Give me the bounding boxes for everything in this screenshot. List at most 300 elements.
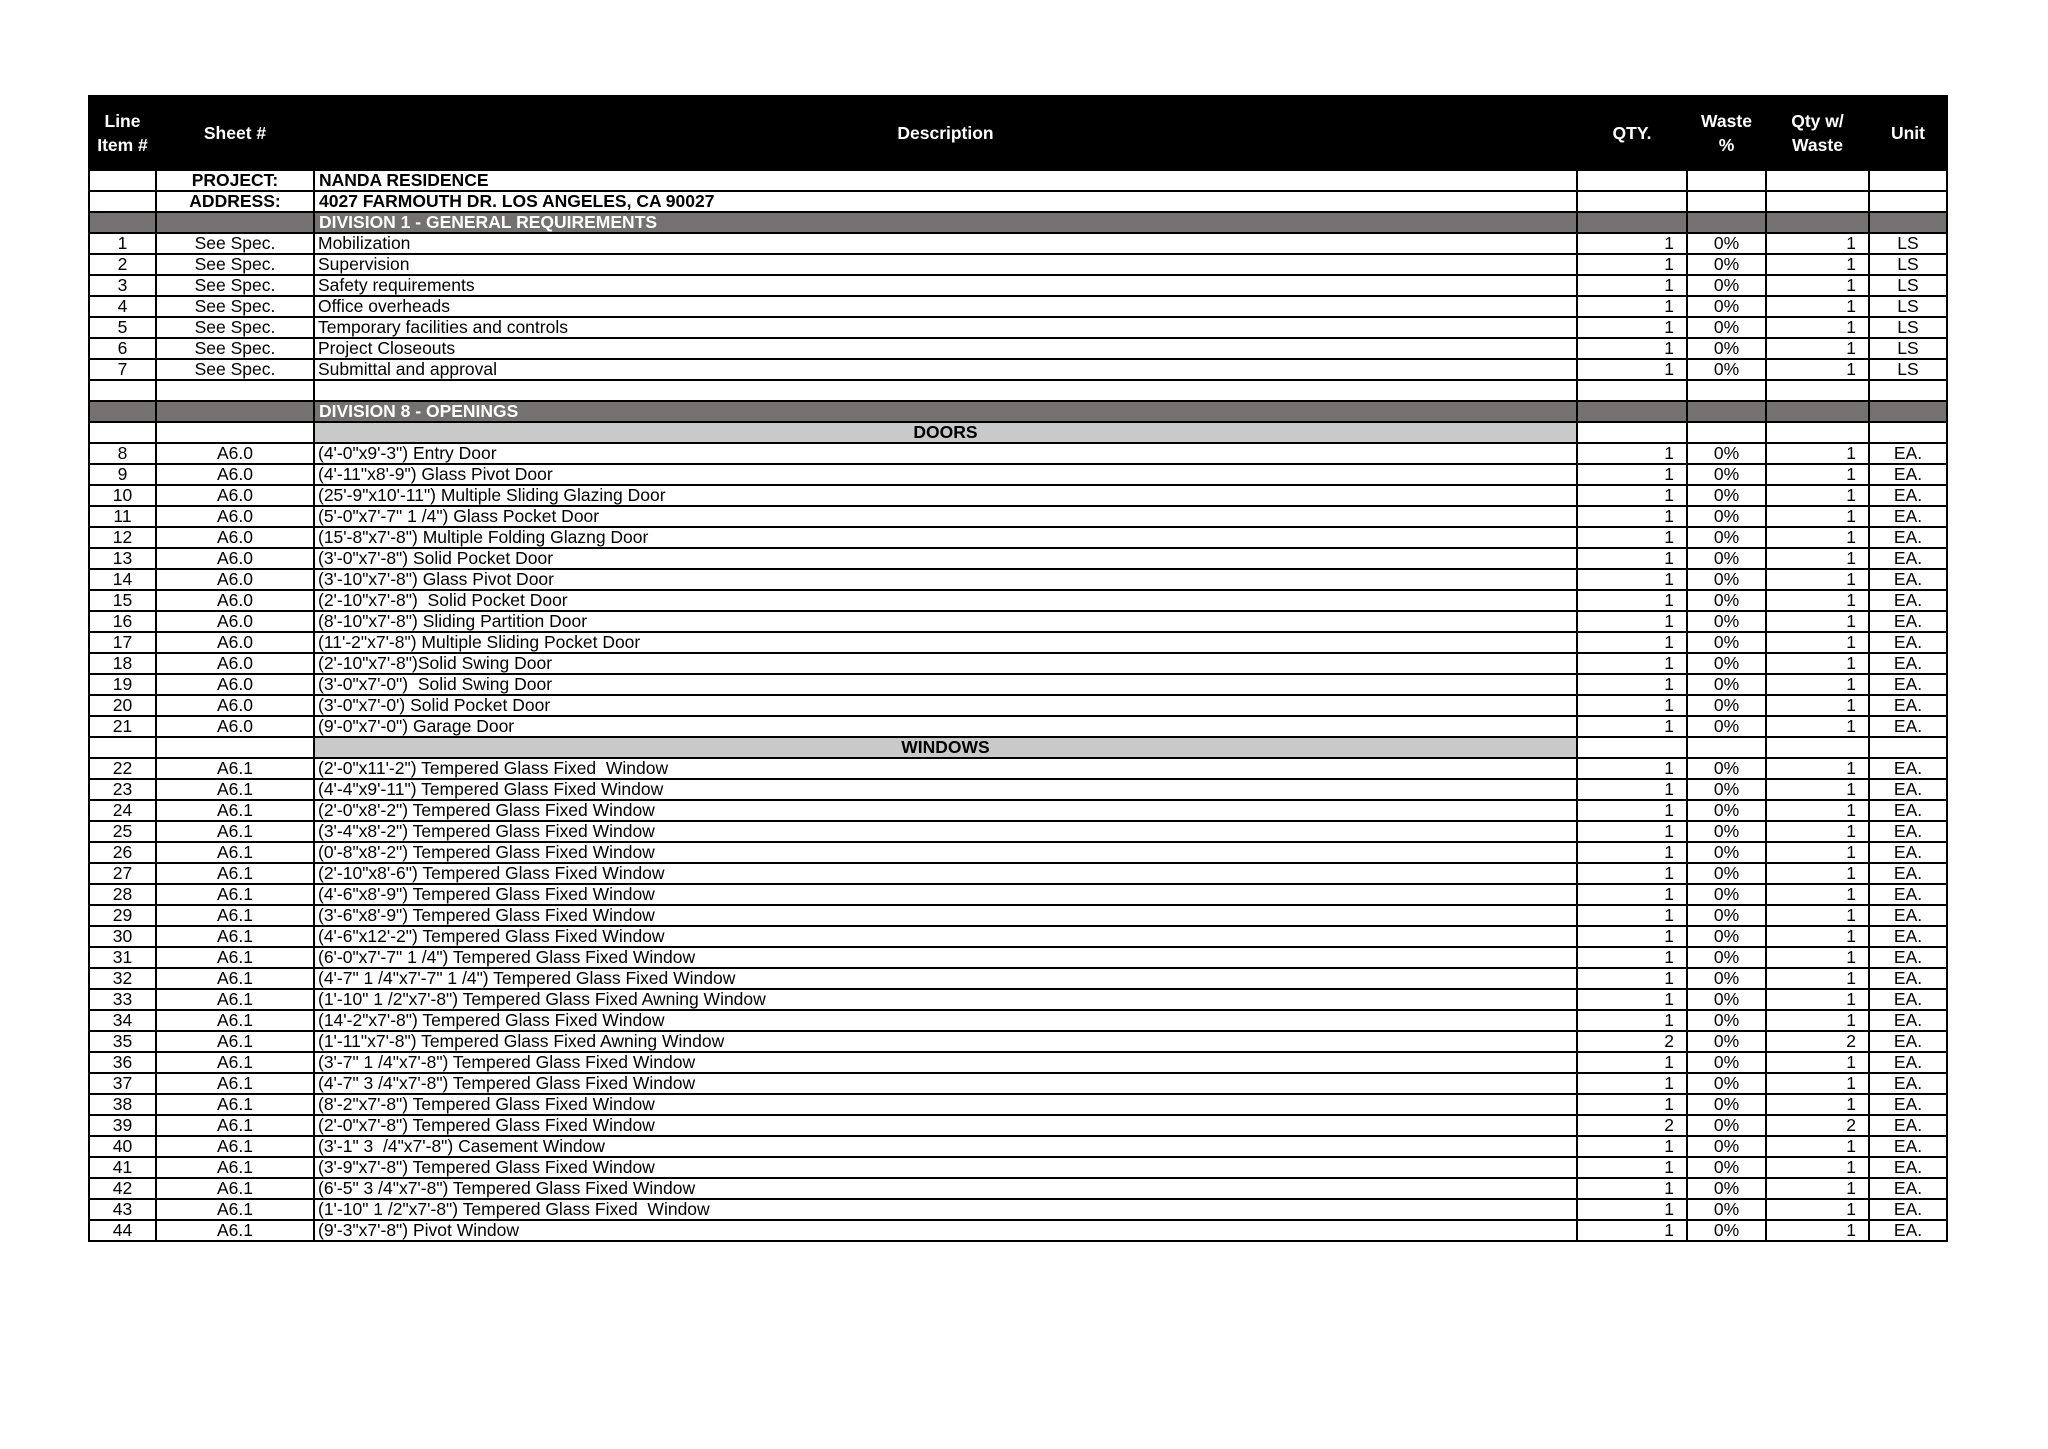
address-label: ADDRESS:: [156, 191, 314, 212]
sheet-cell: A6.0: [156, 716, 314, 737]
line-item-cell: 28: [89, 884, 156, 905]
table-row: [89, 695, 1947, 716]
unit-cell: EA.: [1869, 506, 1947, 527]
sheet-cell: See Spec.: [156, 296, 314, 317]
qty-with-waste-cell: 1: [1766, 233, 1869, 254]
qty-cell: 1: [1577, 359, 1687, 380]
table-row: [89, 674, 1947, 695]
waste-cell: 0%: [1687, 443, 1766, 464]
description-cell: (2'-10"x8'-6") Tempered Glass Fixed Window: [314, 863, 1577, 884]
table-row: [89, 506, 1947, 527]
waste-cell: 0%: [1687, 506, 1766, 527]
table-row: [89, 548, 1947, 569]
cell: [1687, 212, 1766, 233]
cell: [1766, 212, 1869, 233]
qty-with-waste-cell: 1: [1766, 590, 1869, 611]
waste-cell: 0%: [1687, 695, 1766, 716]
quantity-takeoff-table: [88, 95, 1948, 1242]
description-cell: (2'-0"x11'-2") Tempered Glass Fixed Window: [314, 758, 1577, 779]
line-item-cell: 29: [89, 905, 156, 926]
qty-with-waste-cell: 1: [1766, 254, 1869, 275]
description-cell: (9'-3"x7'-8") Pivot Window: [314, 1220, 1577, 1241]
qty-cell: 1: [1577, 779, 1687, 800]
project-address: 4027 FARMOUTH DR. LOS ANGELES, CA 90027: [314, 191, 1577, 212]
cell: [89, 422, 156, 443]
sheet-cell: A6.1: [156, 905, 314, 926]
table-row: [89, 716, 1947, 737]
qty-cell: 1: [1577, 296, 1687, 317]
qty-with-waste-cell: 1: [1766, 1136, 1869, 1157]
line-item-cell: 36: [89, 1052, 156, 1073]
doors-subheading: [89, 422, 1947, 443]
unit-cell: EA.: [1869, 800, 1947, 821]
qty-with-waste-cell: 1: [1766, 1220, 1869, 1241]
line-item-cell: 3: [89, 275, 156, 296]
qty-with-waste-cell: 1: [1766, 968, 1869, 989]
unit-cell: EA.: [1869, 1010, 1947, 1031]
cell: [1687, 401, 1766, 422]
table-row: [89, 1052, 1947, 1073]
waste-cell: 0%: [1687, 863, 1766, 884]
description-cell: (4'-7" 3 /4"x7'-8") Tempered Glass Fixed Window: [314, 1073, 1577, 1094]
table-row: [89, 1115, 1947, 1136]
unit-cell: EA.: [1869, 1073, 1947, 1094]
qty-cell: 1: [1577, 548, 1687, 569]
qty-with-waste-cell: 1: [1766, 1094, 1869, 1115]
unit-cell: EA.: [1869, 758, 1947, 779]
unit-cell: EA.: [1869, 674, 1947, 695]
qty-cell: 1: [1577, 506, 1687, 527]
description-cell: Office overheads: [314, 296, 1577, 317]
description-cell: (1'-10" 1 /2"x7'-8") Tempered Glass Fixed Awning Window: [314, 989, 1577, 1010]
line-item-cell: 5: [89, 317, 156, 338]
cell: [1577, 170, 1687, 191]
qty-cell: 1: [1577, 905, 1687, 926]
cell: [1577, 737, 1687, 758]
line-item-cell: 7: [89, 359, 156, 380]
waste-cell: 0%: [1687, 842, 1766, 863]
qty-with-waste-cell: 1: [1766, 275, 1869, 296]
waste-cell: 0%: [1687, 1052, 1766, 1073]
cell: [1869, 191, 1947, 212]
qty-with-waste-cell: 1: [1766, 947, 1869, 968]
unit-cell: EA.: [1869, 1220, 1947, 1241]
qty-cell: 1: [1577, 1220, 1687, 1241]
description-cell: (3'-4"x8'-2") Tempered Glass Fixed Window: [314, 821, 1577, 842]
cell: [1577, 380, 1687, 401]
description-cell: (8'-10"x7'-8") Sliding Partition Door: [314, 611, 1577, 632]
line-item-cell: 44: [89, 1220, 156, 1241]
unit-cell: EA.: [1869, 905, 1947, 926]
unit-cell: EA.: [1869, 947, 1947, 968]
qty-with-waste-cell: 1: [1766, 821, 1869, 842]
line-item-cell: 18: [89, 653, 156, 674]
qty-cell: 1: [1577, 821, 1687, 842]
unit-cell: EA.: [1869, 611, 1947, 632]
cell: [1687, 737, 1766, 758]
sheet-cell: A6.1: [156, 758, 314, 779]
waste-cell: 0%: [1687, 926, 1766, 947]
sheet-cell: See Spec.: [156, 317, 314, 338]
line-item-cell: 6: [89, 338, 156, 359]
table-row: [89, 1220, 1947, 1241]
unit-cell: EA.: [1869, 1052, 1947, 1073]
qty-with-waste-cell: 1: [1766, 1052, 1869, 1073]
qty-with-waste-cell: 1: [1766, 1157, 1869, 1178]
unit-cell: EA.: [1869, 548, 1947, 569]
description-cell: (4'-0"x9'-3") Entry Door: [314, 443, 1577, 464]
qty-cell: 1: [1577, 317, 1687, 338]
line-item-cell: 30: [89, 926, 156, 947]
qty-with-waste-cell: 1: [1766, 800, 1869, 821]
qty-cell: 1: [1577, 485, 1687, 506]
line-item-cell: 8: [89, 443, 156, 464]
qty-with-waste-cell: 1: [1766, 443, 1869, 464]
line-item-cell: 1: [89, 233, 156, 254]
waste-cell: 0%: [1687, 1178, 1766, 1199]
table-row: [89, 863, 1947, 884]
waste-cell: 0%: [1687, 527, 1766, 548]
line-item-cell: 4: [89, 296, 156, 317]
sheet-cell: A6.1: [156, 1010, 314, 1031]
table-row: [89, 1073, 1947, 1094]
qty-cell: 1: [1577, 569, 1687, 590]
qty-with-waste-cell: 1: [1766, 1199, 1869, 1220]
table-row: [89, 1094, 1947, 1115]
project-row: [89, 170, 1947, 191]
description-cell: (6'-0"x7'-7" 1 /4") Tempered Glass Fixed Window: [314, 947, 1577, 968]
sheet-cell: A6.1: [156, 947, 314, 968]
description-cell: (2'-0"x7'-8") Tempered Glass Fixed Window: [314, 1115, 1577, 1136]
cell: [1577, 401, 1687, 422]
cell: [156, 401, 314, 422]
unit-cell: EA.: [1869, 1136, 1947, 1157]
cell: [1869, 170, 1947, 191]
waste-cell: 0%: [1687, 548, 1766, 569]
table-row: [89, 821, 1947, 842]
table-row: [89, 800, 1947, 821]
cell: [1577, 191, 1687, 212]
unit-cell: LS: [1869, 359, 1947, 380]
description-cell: Project Closeouts: [314, 338, 1577, 359]
cell: [89, 170, 156, 191]
table-row: [89, 1199, 1947, 1220]
division-8-heading: [89, 401, 1947, 422]
waste-cell: 0%: [1687, 1199, 1766, 1220]
qty-with-waste-cell: 1: [1766, 548, 1869, 569]
qty-cell: 1: [1577, 338, 1687, 359]
description-cell: (3'-7" 1 /4"x7'-8") Tempered Glass Fixed Window: [314, 1052, 1577, 1073]
table-row: [89, 842, 1947, 863]
cell: [1687, 380, 1766, 401]
line-item-cell: 35: [89, 1031, 156, 1052]
waste-cell: 0%: [1687, 716, 1766, 737]
table-row: [89, 317, 1947, 338]
cell: [1766, 191, 1869, 212]
description-cell: Mobilization: [314, 233, 1577, 254]
line-item-cell: 14: [89, 569, 156, 590]
qty-cell: 1: [1577, 527, 1687, 548]
description-cell: (4'-6"x12'-2") Tempered Glass Fixed Window: [314, 926, 1577, 947]
line-item-cell: 43: [89, 1199, 156, 1220]
qty-with-waste-cell: 1: [1766, 926, 1869, 947]
line-item-cell: 2: [89, 254, 156, 275]
qty-cell: 1: [1577, 1010, 1687, 1031]
sheet-cell: See Spec.: [156, 338, 314, 359]
subsection-title: DOORS: [314, 422, 1577, 443]
table-row: [89, 905, 1947, 926]
line-item-cell: 15: [89, 590, 156, 611]
waste-cell: 0%: [1687, 1010, 1766, 1031]
line-item-cell: 39: [89, 1115, 156, 1136]
unit-cell: EA.: [1869, 695, 1947, 716]
cell: [89, 380, 156, 401]
waste-cell: 0%: [1687, 1031, 1766, 1052]
cell: [1766, 401, 1869, 422]
line-item-cell: 12: [89, 527, 156, 548]
line-item-cell: 19: [89, 674, 156, 695]
waste-cell: 0%: [1687, 464, 1766, 485]
cell: [89, 191, 156, 212]
unit-cell: EA.: [1869, 527, 1947, 548]
project-label: PROJECT:: [156, 170, 314, 191]
qty-with-waste-cell: 1: [1766, 779, 1869, 800]
unit-cell: EA.: [1869, 1094, 1947, 1115]
sheet-cell: A6.0: [156, 590, 314, 611]
qty-with-waste-cell: 1: [1766, 338, 1869, 359]
table-row: [89, 1136, 1947, 1157]
division-title: DIVISION 1 - GENERAL REQUIREMENTS: [314, 212, 1577, 233]
column-header-qty-with-waste: Qty w/ Waste: [1766, 96, 1869, 170]
qty-cell: 1: [1577, 275, 1687, 296]
line-item-cell: 42: [89, 1178, 156, 1199]
description-cell: (2'-10"x7'-8") Solid Pocket Door: [314, 590, 1577, 611]
table-row: [89, 968, 1947, 989]
waste-cell: 0%: [1687, 296, 1766, 317]
unit-cell: EA.: [1869, 1115, 1947, 1136]
sheet-cell: A6.1: [156, 821, 314, 842]
unit-cell: EA.: [1869, 779, 1947, 800]
sheet-cell: A6.0: [156, 527, 314, 548]
estimate-sheet: [88, 95, 1946, 1242]
unit-cell: EA.: [1869, 1157, 1947, 1178]
waste-cell: 0%: [1687, 359, 1766, 380]
qty-cell: 1: [1577, 1157, 1687, 1178]
column-header-waste: Waste %: [1687, 96, 1766, 170]
sheet-cell: A6.0: [156, 464, 314, 485]
waste-cell: 0%: [1687, 317, 1766, 338]
sheet-cell: A6.1: [156, 884, 314, 905]
description-cell: (3'-0"x7'-8") Solid Pocket Door: [314, 548, 1577, 569]
waste-cell: 0%: [1687, 1094, 1766, 1115]
description-cell: (5'-0"x7'-7" 1 /4") Glass Pocket Door: [314, 506, 1577, 527]
unit-cell: EA.: [1869, 968, 1947, 989]
line-item-cell: 32: [89, 968, 156, 989]
qty-cell: 1: [1577, 611, 1687, 632]
qty-cell: 1: [1577, 1094, 1687, 1115]
table-row: [89, 590, 1947, 611]
sheet-cell: A6.1: [156, 1031, 314, 1052]
sheet-cell: See Spec.: [156, 275, 314, 296]
qty-with-waste-cell: 1: [1766, 569, 1869, 590]
waste-cell: 0%: [1687, 653, 1766, 674]
sheet-cell: A6.0: [156, 695, 314, 716]
waste-cell: 0%: [1687, 1136, 1766, 1157]
unit-cell: EA.: [1869, 716, 1947, 737]
line-item-cell: 20: [89, 695, 156, 716]
sheet-cell: A6.0: [156, 548, 314, 569]
waste-cell: 0%: [1687, 485, 1766, 506]
unit-cell: EA.: [1869, 1178, 1947, 1199]
waste-cell: 0%: [1687, 674, 1766, 695]
line-item-cell: 21: [89, 716, 156, 737]
qty-with-waste-cell: 1: [1766, 758, 1869, 779]
line-item-cell: 41: [89, 1157, 156, 1178]
description-cell: (2'-10"x7'-8")Solid Swing Door: [314, 653, 1577, 674]
unit-cell: EA.: [1869, 1031, 1947, 1052]
table-row: [89, 443, 1947, 464]
table-row: [89, 926, 1947, 947]
sheet-cell: A6.1: [156, 1220, 314, 1241]
sheet-cell: A6.1: [156, 1157, 314, 1178]
sheet-cell: A6.0: [156, 443, 314, 464]
line-item-cell: 26: [89, 842, 156, 863]
qty-cell: 1: [1577, 1073, 1687, 1094]
line-item-cell: 16: [89, 611, 156, 632]
qty-with-waste-cell: 2: [1766, 1031, 1869, 1052]
sheet-cell: A6.1: [156, 1199, 314, 1220]
qty-with-waste-cell: 1: [1766, 296, 1869, 317]
cell: [89, 737, 156, 758]
sheet-cell: A6.1: [156, 800, 314, 821]
column-header-description: Description: [314, 96, 1577, 170]
description-cell: Safety requirements: [314, 275, 1577, 296]
qty-cell: 1: [1577, 254, 1687, 275]
qty-with-waste-cell: 1: [1766, 611, 1869, 632]
unit-cell: LS: [1869, 233, 1947, 254]
sheet-cell: A6.1: [156, 1115, 314, 1136]
cell: [1869, 212, 1947, 233]
unit-cell: EA.: [1869, 842, 1947, 863]
column-header-unit: Unit: [1869, 96, 1947, 170]
qty-cell: 2: [1577, 1115, 1687, 1136]
qty-cell: 1: [1577, 1136, 1687, 1157]
sheet-cell: A6.1: [156, 989, 314, 1010]
qty-with-waste-cell: 2: [1766, 1115, 1869, 1136]
table-row: [89, 1178, 1947, 1199]
qty-with-waste-cell: 1: [1766, 1178, 1869, 1199]
sheet-cell: A6.1: [156, 842, 314, 863]
table-row: [89, 464, 1947, 485]
qty-with-waste-cell: 1: [1766, 653, 1869, 674]
description-cell: Submittal and approval: [314, 359, 1577, 380]
waste-cell: 0%: [1687, 905, 1766, 926]
column-header-line-item: Line Item #: [89, 96, 156, 170]
description-cell: (2'-0"x8'-2") Tempered Glass Fixed Window: [314, 800, 1577, 821]
unit-cell: EA.: [1869, 884, 1947, 905]
description-cell: (4'-6"x8'-9") Tempered Glass Fixed Window: [314, 884, 1577, 905]
table-row: [89, 359, 1947, 380]
table-row: [89, 1031, 1947, 1052]
qty-cell: 1: [1577, 1052, 1687, 1073]
column-header-sheet: Sheet #: [156, 96, 314, 170]
line-item-cell: 38: [89, 1094, 156, 1115]
cell: [89, 401, 156, 422]
line-item-cell: 17: [89, 632, 156, 653]
qty-cell: 1: [1577, 674, 1687, 695]
waste-cell: 0%: [1687, 779, 1766, 800]
description-cell: Supervision: [314, 254, 1577, 275]
sheet-cell: A6.1: [156, 926, 314, 947]
qty-cell: 1: [1577, 947, 1687, 968]
sheet-cell: A6.0: [156, 485, 314, 506]
qty-with-waste-cell: 1: [1766, 359, 1869, 380]
table-row: [89, 527, 1947, 548]
line-item-cell: 13: [89, 548, 156, 569]
unit-cell: EA.: [1869, 443, 1947, 464]
qty-cell: 1: [1577, 968, 1687, 989]
cell: [156, 212, 314, 233]
qty-cell: 1: [1577, 716, 1687, 737]
table-row: [89, 884, 1947, 905]
cell: [156, 380, 314, 401]
unit-cell: EA.: [1869, 653, 1947, 674]
description-cell: (11'-2"x7'-8") Multiple Sliding Pocket Door: [314, 632, 1577, 653]
cell: [156, 737, 314, 758]
description-cell: (3'-1" 3 /4"x7'-8") Casement Window: [314, 1136, 1577, 1157]
qty-with-waste-cell: 1: [1766, 527, 1869, 548]
unit-cell: EA.: [1869, 590, 1947, 611]
line-item-cell: 33: [89, 989, 156, 1010]
division-title: DIVISION 8 - OPENINGS: [314, 401, 1577, 422]
cell: [314, 380, 1577, 401]
division-1-heading: [89, 212, 1947, 233]
sheet-cell: A6.0: [156, 653, 314, 674]
cell: [156, 422, 314, 443]
qty-with-waste-cell: 1: [1766, 695, 1869, 716]
qty-with-waste-cell: 1: [1766, 506, 1869, 527]
description-cell: Temporary facilities and controls: [314, 317, 1577, 338]
description-cell: (3'-0"x7'-0") Solid Swing Door: [314, 674, 1577, 695]
description-cell: (25'-9"x10'-11") Multiple Sliding Glazing Door: [314, 485, 1577, 506]
description-cell: (4'-7" 1 /4"x7'-7" 1 /4") Tempered Glass Fixed Window: [314, 968, 1577, 989]
qty-with-waste-cell: 1: [1766, 317, 1869, 338]
unit-cell: EA.: [1869, 989, 1947, 1010]
cell: [1687, 422, 1766, 443]
sheet-cell: A6.1: [156, 1178, 314, 1199]
qty-cell: 1: [1577, 1199, 1687, 1220]
line-item-cell: 31: [89, 947, 156, 968]
qty-cell: 1: [1577, 884, 1687, 905]
waste-cell: 0%: [1687, 275, 1766, 296]
line-item-cell: 34: [89, 1010, 156, 1031]
waste-cell: 0%: [1687, 968, 1766, 989]
qty-cell: 1: [1577, 632, 1687, 653]
unit-cell: EA.: [1869, 821, 1947, 842]
cell: [89, 212, 156, 233]
table-row: [89, 296, 1947, 317]
line-item-cell: 27: [89, 863, 156, 884]
table-row: [89, 1157, 1947, 1178]
table-row: [89, 653, 1947, 674]
sheet-cell: A6.1: [156, 1094, 314, 1115]
windows-subheading: [89, 737, 1947, 758]
waste-cell: 0%: [1687, 611, 1766, 632]
table-row: [89, 233, 1947, 254]
qty-cell: 1: [1577, 653, 1687, 674]
table-row: [89, 947, 1947, 968]
qty-cell: 1: [1577, 233, 1687, 254]
